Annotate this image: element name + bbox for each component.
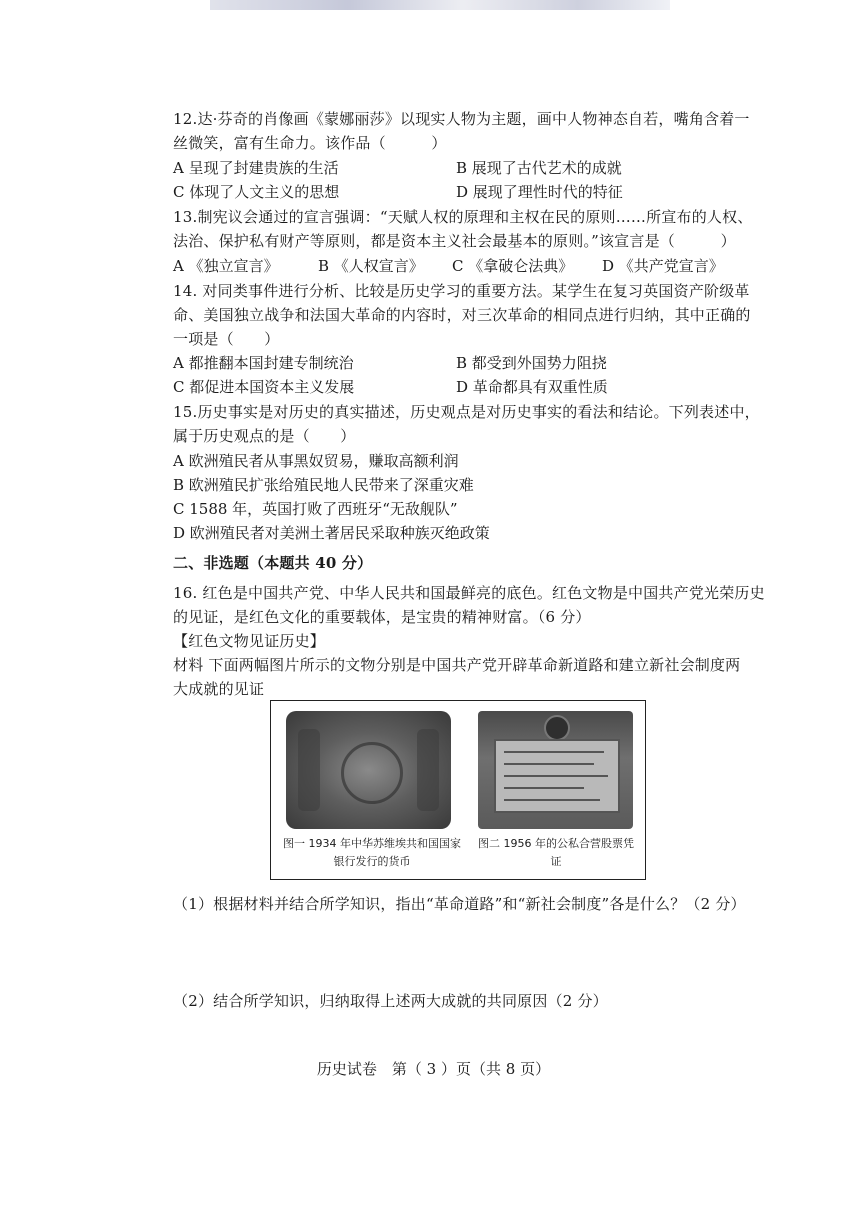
- q14-option-a: A 都推翻本国封建专制统治: [173, 354, 354, 372]
- q14-option-d: D 革命都具有双重性质: [456, 378, 608, 396]
- q15-option-a: A 欧洲殖民者从事黑奴贸易，赚取高额利润: [173, 452, 459, 470]
- q12-stem-line2: 丝微笑，富有生命力。该作品（ ）: [173, 134, 447, 152]
- q16-material-line1: 材料 下面两幅图片所示的文物分别是中国共产党开辟革命新道路和建立新社会制度两: [173, 656, 741, 674]
- q12-option-a: A 呈现了封建贵族的生活: [173, 159, 339, 177]
- figure1-caption-line2: 银行发行的货币: [333, 855, 411, 868]
- figure1-caption: [283, 835, 461, 871]
- q16-material-line2: 大成就的见证: [173, 680, 265, 698]
- figure1-caption-line1: 图一 1934 年中华苏维埃共和国国家: [283, 837, 461, 850]
- q13-option-c: C 《拿破仑法典》: [452, 257, 574, 275]
- q14-option-c: C 都促进本国资本主义发展: [173, 378, 355, 396]
- q15-option-d: D 欧洲殖民者对美洲土著居民采取种族灭绝政策: [173, 524, 490, 542]
- q14-option-b: B 都受到外国势力阻挠: [456, 354, 607, 372]
- page-footer: 历史试卷 第（ 3 ）页（共 8 页）: [316, 1060, 551, 1078]
- q13-option-d: D 《共产党宣言》: [602, 257, 724, 275]
- q16-stem-line1: 16. 红色是中国共产党、中华人民共和国最鲜亮的底色。红色文物是中国共产党光荣历史: [173, 584, 765, 602]
- scan-edge-strip: [210, 0, 670, 10]
- q16-stem-line2: 的见证，是红色文化的重要载体，是宝贵的精神财富。（6 分）: [173, 608, 591, 626]
- q15-option-c: C 1588 年，英国打败了西班牙“无敌舰队”: [173, 500, 458, 518]
- q16-subquestion-1: （1）根据材料并结合所学知识，指出“革命道路”和“新社会制度”各是什么？（2 分）: [173, 895, 746, 913]
- q13-option-b: B 《人权宣言》: [318, 257, 424, 275]
- stock-certificate-image: [478, 711, 633, 829]
- q14-stem-line3: 一项是（ ）: [173, 330, 280, 348]
- q15-stem-line1: 15.历史事实是对历史的真实描述，历史观点是对历史事实的看法和结论。下列表述中，: [173, 403, 760, 421]
- figure2-caption-line2: 证: [550, 855, 562, 868]
- q12-option-b: B 展现了古代艺术的成就: [456, 159, 622, 177]
- q15-stem-line2: 属于历史观点的是（ ）: [173, 427, 356, 445]
- figure-panel: [270, 700, 646, 880]
- banknote-image: [286, 711, 451, 829]
- q12-stem-line1: 12.达·芬奇的肖像画《蒙娜丽莎》以现实人物为主题，画中人物神态自若，嘴角含着一: [173, 110, 750, 128]
- q12-option-d: D 展现了理性时代的特征: [456, 183, 623, 201]
- q13-stem-line2: 法治、保护私有财产等原则，都是资本主义社会最基本的原则。”该宣言是（ ）: [173, 232, 736, 250]
- star-emblem-icon: [544, 715, 570, 741]
- q12-option-c: C 体现了人文主义的思想: [173, 183, 340, 201]
- q15-option-b: B 欧洲殖民扩张给殖民地人民带来了深重灾难: [173, 476, 474, 494]
- q16-subtitle: 【红色文物见证历史】: [173, 632, 326, 650]
- figure2-caption-line1: 图二 1956 年的公私合营股票凭: [478, 837, 634, 850]
- section-title: 二、非选题（本题共 40 分）: [173, 554, 373, 572]
- emblem-icon: [341, 742, 403, 804]
- q14-stem-line1: 14. 对同类事件进行分析、比较是历史学习的重要方法。某学生在复习英国资产阶级革: [173, 282, 750, 300]
- q13-stem-line1: 13.制宪议会通过的宣言强调：“天赋人权的原理和主权在民的原则……所宣布的人权、: [173, 208, 753, 226]
- q13-option-a: A 《独立宣言》: [173, 257, 279, 275]
- q14-stem-line2: 命、美国独立战争和法国大革命的内容时，对三次革命的相同点进行归纳，其中正确的: [173, 306, 751, 324]
- q16-subquestion-2: （2）结合所学知识，归纳取得上述两大成就的共同原因（2 分）: [173, 992, 608, 1010]
- figure2-caption: [476, 835, 636, 871]
